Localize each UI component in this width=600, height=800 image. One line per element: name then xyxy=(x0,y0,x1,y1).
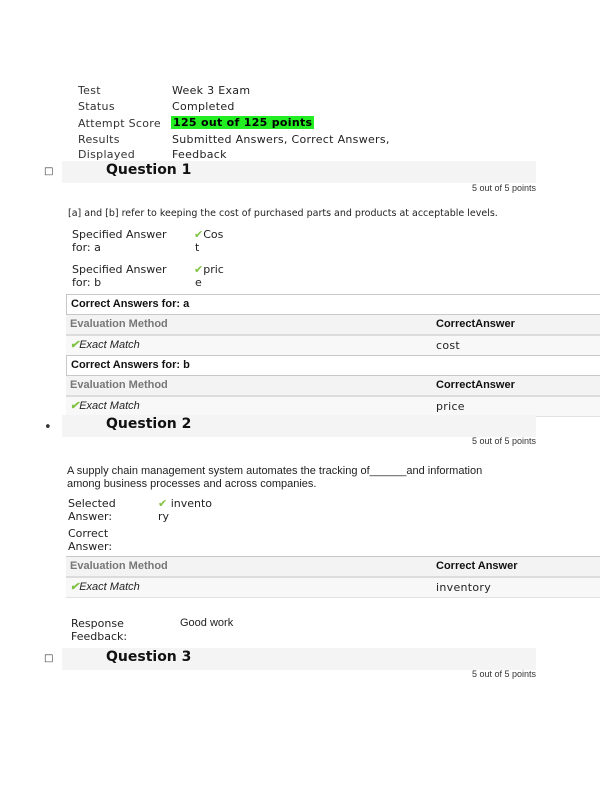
response-feedback-label-1: Response xyxy=(71,617,124,630)
summary-score-label: Attempt Score xyxy=(78,117,161,130)
question-2-marker: • xyxy=(44,420,52,435)
question-3-points: 5 out of 5 points xyxy=(471,669,536,679)
table-row xyxy=(66,578,600,598)
answer-a-label-2: for: a xyxy=(72,241,101,254)
selected-answer-value-2: ry xyxy=(158,510,170,523)
answer-b-value-2: e xyxy=(195,276,202,289)
check-icon: ✔ xyxy=(70,581,80,593)
column-header-method: Evaluation Method xyxy=(70,318,168,330)
check-icon: ✔ xyxy=(70,339,80,351)
table-header-row xyxy=(66,315,600,336)
answer-b-label-2: for: b xyxy=(72,276,102,289)
response-feedback-value: Good work xyxy=(180,617,234,629)
question-1-marker: □ xyxy=(44,166,54,177)
correct-answer: cost xyxy=(436,339,461,352)
selected-answer-label-1: Selected xyxy=(68,497,116,510)
table-row xyxy=(66,336,600,356)
question-2-title: Question 2 xyxy=(106,416,192,432)
summary-status-label: Status xyxy=(78,100,115,113)
selected-answer-label-2: Answer: xyxy=(68,510,113,523)
selected-answer-value-1: invento xyxy=(170,497,213,510)
correct-answer: inventory xyxy=(436,581,492,594)
correct-answer-label-1: Correct xyxy=(68,527,109,540)
table-caption: Correct Answers for: a xyxy=(66,295,600,315)
check-icon: ✔ xyxy=(194,228,204,241)
check-icon: ✔ xyxy=(194,263,204,276)
table-header-row xyxy=(66,376,600,397)
attempt-score-value: 125 out of 125 points xyxy=(173,116,313,129)
question-3-marker: □ xyxy=(44,653,54,664)
summary-results-label-2: Displayed xyxy=(78,148,135,161)
summary-results-value-2: Feedback xyxy=(172,148,227,161)
table-row xyxy=(66,397,600,417)
table-header-row xyxy=(66,557,600,578)
column-header-answer: CorrectAnswer xyxy=(436,379,515,391)
answer-a-value-2: t xyxy=(195,241,200,254)
evaluation-method: Exact Match xyxy=(79,339,140,351)
column-header-method: Evaluation Method xyxy=(70,560,168,572)
question-1-points: 5 out of 5 points xyxy=(471,183,536,193)
check-icon: ✔ xyxy=(158,497,168,510)
column-header-answer: CorrectAnswer xyxy=(436,318,515,330)
evaluation-method: Exact Match xyxy=(79,400,140,412)
summary-test-label: Test xyxy=(78,84,101,97)
answer-b-value-1: pric xyxy=(203,263,224,276)
correct-answer-label-2: Answer: xyxy=(68,540,113,553)
answer-b-label-1: Specified Answer xyxy=(72,263,167,276)
summary-results-value-1: Submitted Answers, Correct Answers, xyxy=(172,133,390,146)
question-2-points: 5 out of 5 points xyxy=(471,436,536,446)
evaluation-method: Exact Match xyxy=(79,581,140,593)
correct-answers-table-b xyxy=(66,355,600,417)
question-2-text-line-2: among business processes and across companies. xyxy=(67,478,317,490)
column-header-answer: Correct Answer xyxy=(436,560,518,572)
correct-answer: price xyxy=(436,400,465,413)
correct-answers-table xyxy=(66,556,600,598)
question-1-text: [a] and [b] refer to keeping the cost of purchased parts and products at acceptable levels. xyxy=(68,208,498,219)
question-3-title: Question 3 xyxy=(106,649,192,665)
summary-status-value: Completed xyxy=(172,100,235,113)
question-2-text-line-1: A supply chain management system automates the tracking of______and information xyxy=(67,465,483,477)
summary-results-label-1: Results xyxy=(78,133,120,146)
check-icon: ✔ xyxy=(70,400,80,412)
correct-answers-table-a xyxy=(66,294,600,356)
response-feedback-label-2: Feedback: xyxy=(71,630,128,643)
answer-a-value-1: Cos xyxy=(203,228,224,241)
table-caption: Correct Answers for: b xyxy=(66,356,600,376)
summary-test-value: Week 3 Exam xyxy=(172,84,251,97)
question-1-title: Question 1 xyxy=(106,162,192,178)
column-header-method: Evaluation Method xyxy=(70,379,168,391)
answer-a-label-1: Specified Answer xyxy=(72,228,167,241)
